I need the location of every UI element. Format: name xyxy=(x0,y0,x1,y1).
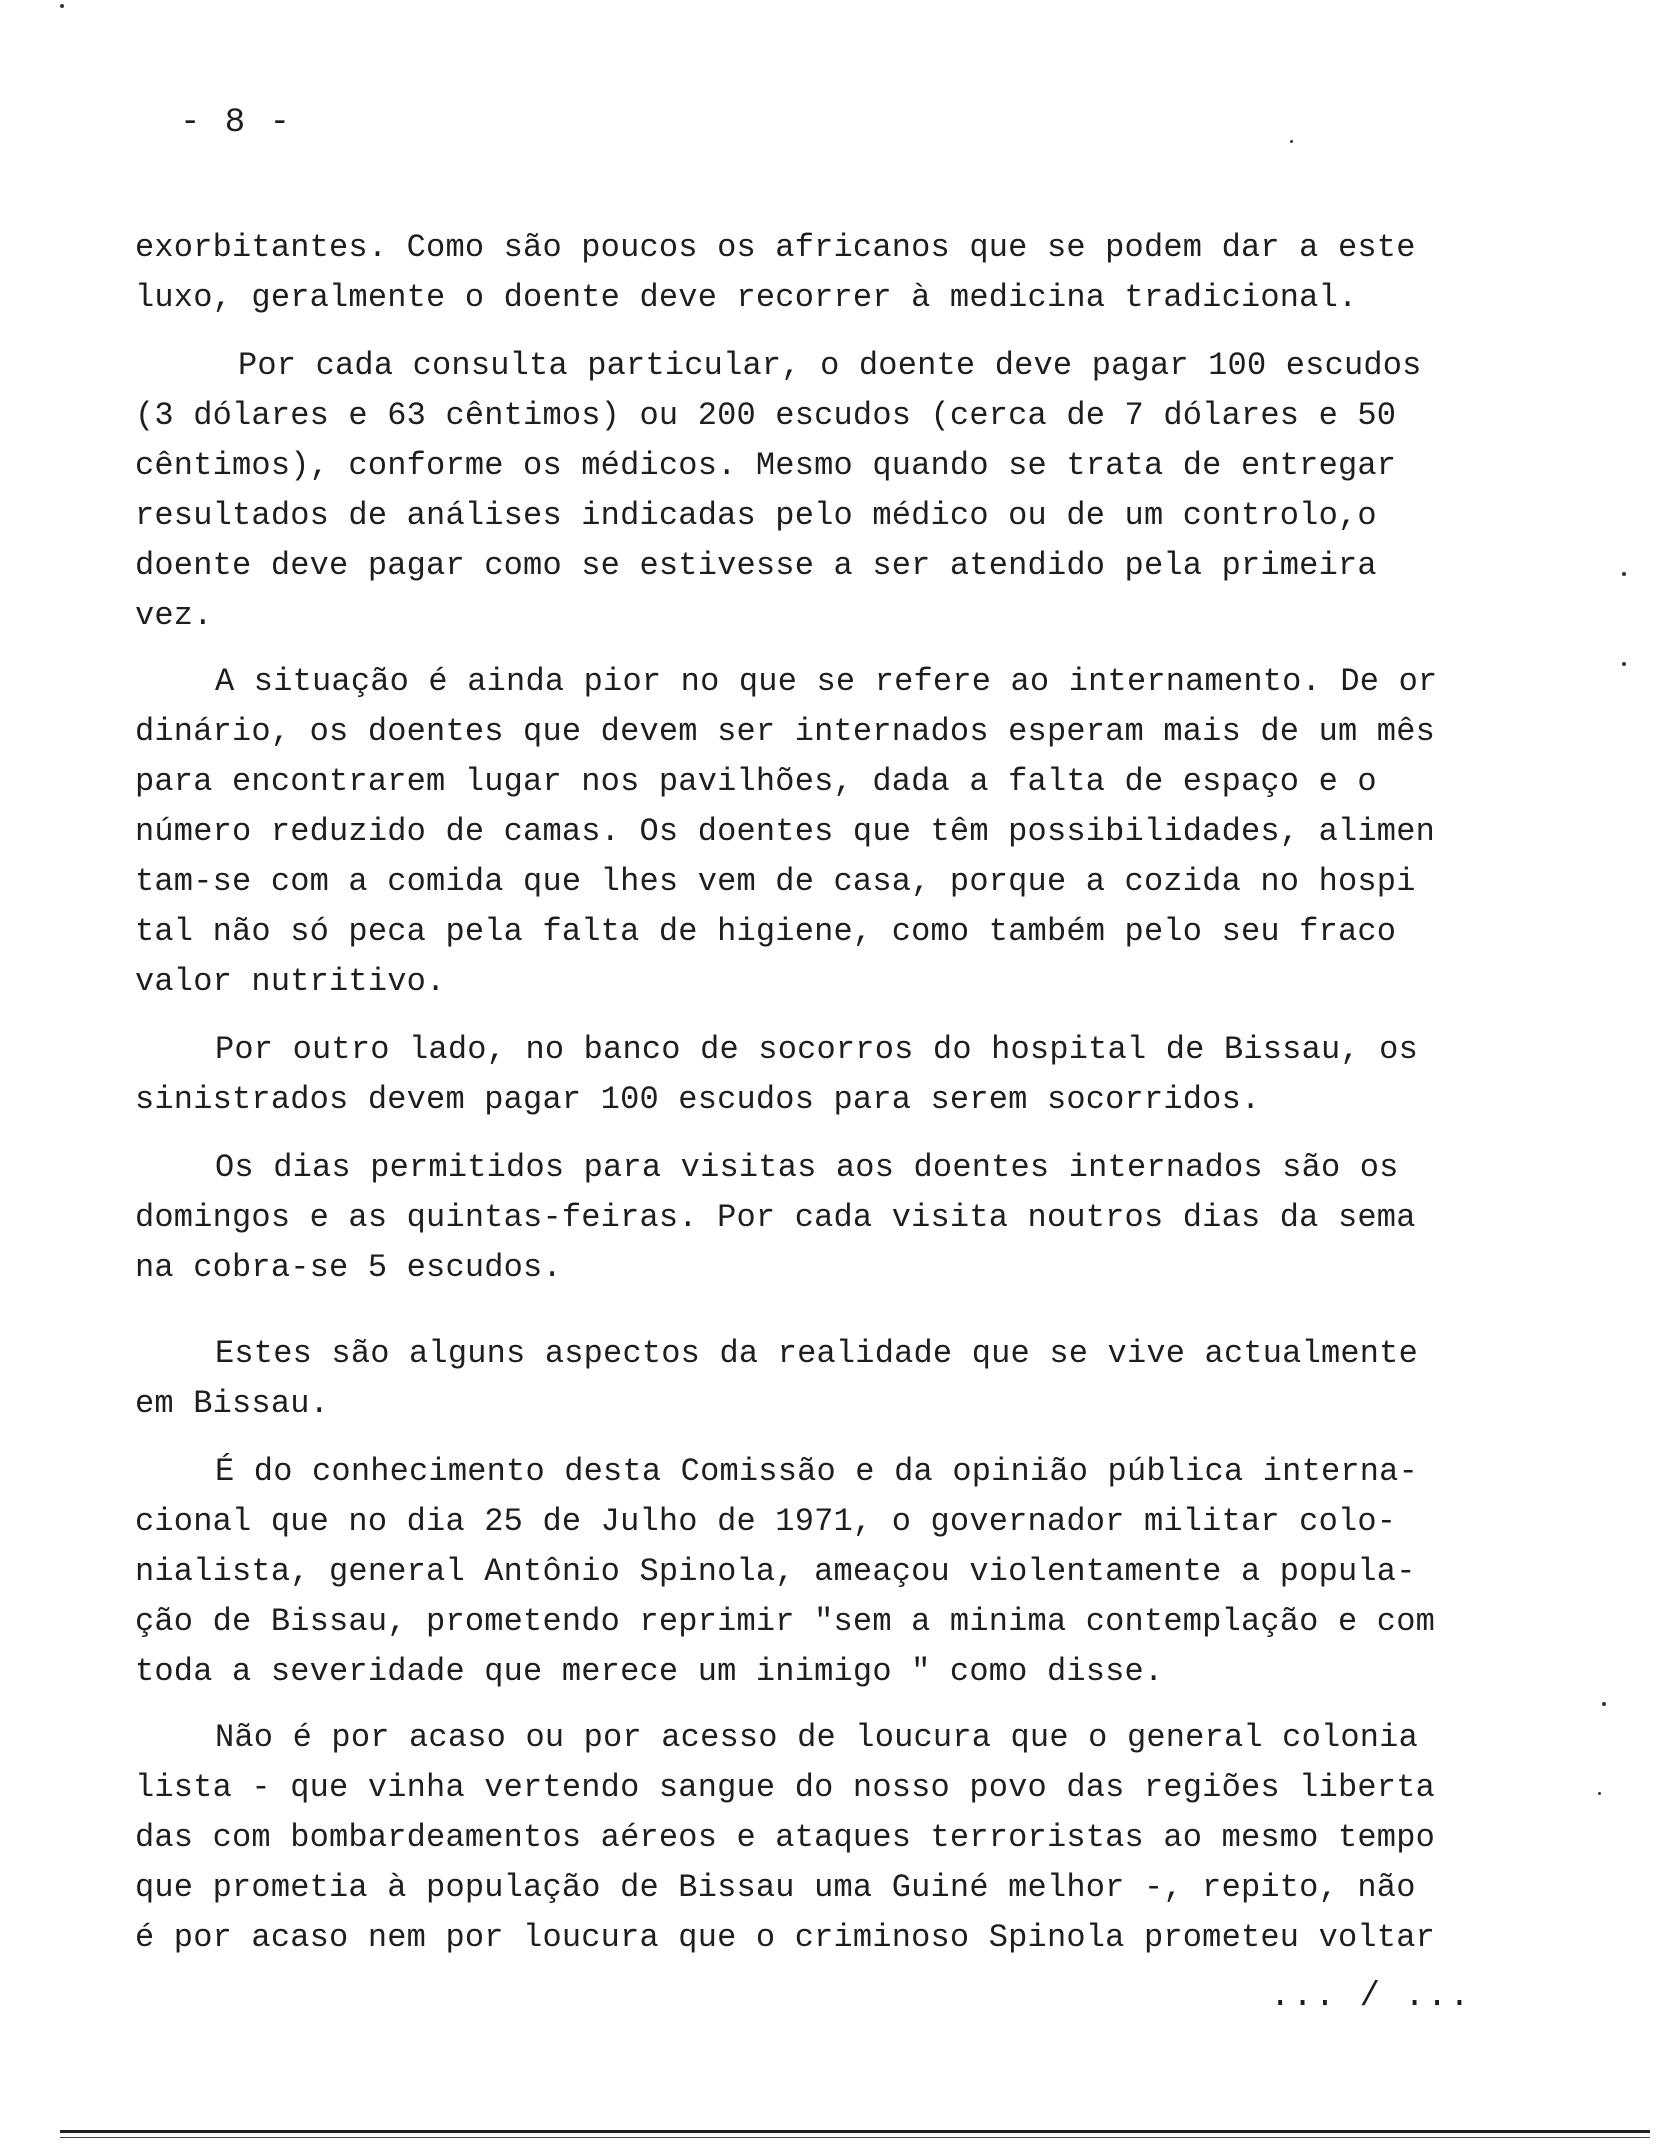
text-line: Estes são alguns aspectos da realidade que se vive actualmente xyxy=(215,1335,1418,1372)
text-line: toda a severidade que merece um inimigo " como disse. xyxy=(135,1653,1164,1690)
text-line: vez. xyxy=(135,597,213,634)
text-line: cional que no dia 25 de Julho de 1971, o governador militar colo- xyxy=(135,1503,1397,1540)
text-line: É do conhecimento desta Comissão e da opinião pública interna- xyxy=(215,1453,1418,1490)
scan-speck xyxy=(1290,140,1293,143)
text-line: Os dias permitidos para visitas aos doentes internados são os xyxy=(215,1149,1399,1186)
text-line: é por acaso nem por loucura que o criminoso Spinola prometeu voltar xyxy=(135,1919,1436,1956)
text-line: nialista, general Antônio Spinola, ameaçou violentamente a popula- xyxy=(135,1553,1416,1590)
text-line: Não é por acaso ou por acesso de loucura que o general colonia xyxy=(215,1719,1418,1756)
text-line: doente deve pagar como se estivesse a ser atendido pela primeira xyxy=(135,547,1377,584)
text-line: tal não só peca pela falta de higiene, como também pelo seu fraco xyxy=(135,913,1397,950)
text-line: (3 dólares e 63 cêntimos) ou 200 escudos (cerca de 7 dólares e 50 xyxy=(135,397,1397,434)
page-rule-thin xyxy=(60,2137,1650,2138)
text-line: valor nutritivo. xyxy=(135,963,446,1000)
text-line: dinário, os doentes que devem ser internados esperam mais de um mês xyxy=(135,713,1436,750)
scan-speck xyxy=(1598,1792,1601,1795)
text-line: número reduzido de camas. Os doentes que têm possibilidades, alimen xyxy=(135,813,1436,850)
text-line: para encontrarem lugar nos pavilhões, dada a falta de espaço e o xyxy=(135,763,1377,800)
page-rule xyxy=(60,2130,1650,2133)
text-line: que prometia à população de Bissau uma Guiné melhor -, repito, não xyxy=(135,1869,1416,1906)
text-line: A situação é ainda pior no que se refere ao internamento. De or xyxy=(215,663,1438,700)
scan-speck xyxy=(1622,572,1626,576)
text-line: Por cada consulta particular, o doente deve pagar 100 escudos xyxy=(238,347,1422,384)
continuation-marker: ... / ... xyxy=(1270,1978,1472,2016)
text-line: lista - que vinha vertendo sangue do nosso povo das regiões liberta xyxy=(135,1769,1436,1806)
text-line: luxo, geralmente o doente deve recorrer à medicina tradicional. xyxy=(135,279,1358,316)
scan-speck xyxy=(1622,662,1626,666)
text-line: resultados de análises indicadas pelo médico ou de um controlo,o xyxy=(135,497,1377,534)
text-line: sinistrados devem pagar 100 escudos para serem socorridos. xyxy=(135,1081,1261,1118)
text-line: das com bombardeamentos aéreos e ataques terroristas ao mesmo tempo xyxy=(135,1819,1436,1856)
text-line: Por outro lado, no banco de socorros do hospital de Bissau, os xyxy=(215,1031,1418,1068)
text-line: exorbitantes. Como são poucos os africanos que se podem dar a este xyxy=(135,229,1416,266)
text-line: domingos e as quintas-feiras. Por cada visita noutros dias da sema xyxy=(135,1199,1416,1236)
text-line: tam-se com a comida que lhes vem de casa, porque a cozida no hospi xyxy=(135,863,1416,900)
page-number: - 8 - xyxy=(180,104,293,142)
text-line: em Bissau. xyxy=(135,1385,330,1422)
text-line: cêntimos), conforme os médicos. Mesmo quando se trata de entregar xyxy=(135,447,1397,484)
text-line: na cobra-se 5 escudos. xyxy=(135,1249,562,1286)
scan-speck xyxy=(1602,1702,1606,1706)
scan-speck xyxy=(60,4,64,8)
text-line: ção de Bissau, prometendo reprimir "sem a minima contemplação e com xyxy=(135,1603,1436,1640)
